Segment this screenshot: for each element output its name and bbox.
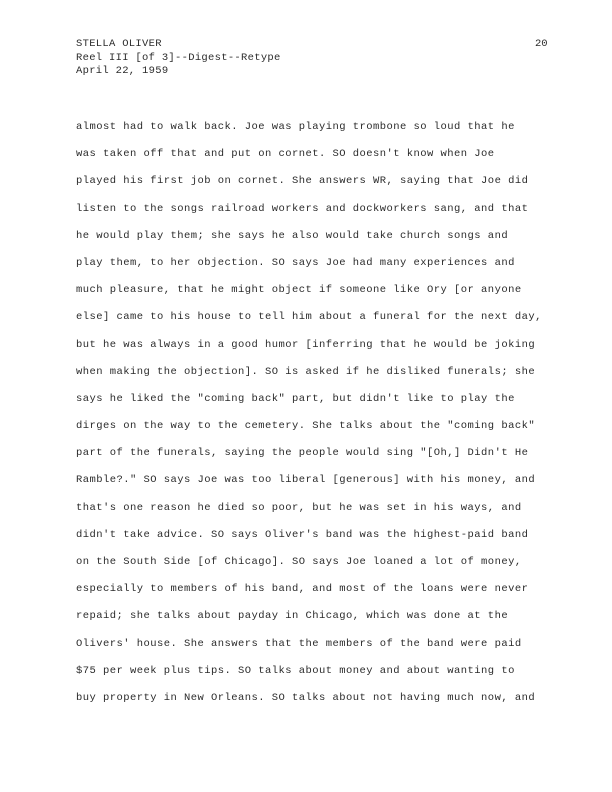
text-line: says he liked the "coming back" part, but didn't like to play the — [76, 392, 515, 405]
text-line: was taken off that and put on cornet. SO doesn't know when Joe — [76, 148, 495, 161]
text-line: but he was always in a good humor [inferring that he would be joking — [76, 338, 536, 351]
text-line: especially to members of his band, and most of the loans were never — [76, 583, 529, 596]
text-line: else] came to his house to tell him about a funeral for the next day, — [76, 311, 542, 324]
text-line: when making the objection]. SO is asked if he disliked funerals; she — [76, 365, 536, 378]
reel-info: Reel III [of 3]--Digest--Retype — [76, 51, 281, 64]
text-line: $75 per week plus tips. SO talks about money and about wanting to — [76, 664, 515, 677]
interviewee-name: STELLA OLIVER — [76, 38, 162, 50]
text-line: play them, to her objection. SO says Joe had many experiences and — [76, 256, 515, 269]
text-line: didn't take advice. SO says Oliver's band was the highest-paid band — [76, 528, 529, 541]
text-line: played his first job on cornet. She answers WR, saying that Joe did — [76, 175, 529, 188]
text-line: Ramble?." SO says Joe was too liberal [generous] with his money, and — [76, 474, 536, 487]
text-line: listen to the songs railroad workers and dockworkers sang, and that — [76, 202, 529, 215]
text-line: he would play them; she says he also would take church songs and — [76, 229, 509, 242]
interview-date: April 22, 1959 — [76, 65, 169, 77]
page-number: 20 — [535, 38, 548, 50]
document-header — [76, 38, 281, 79]
text-line: repaid; she talks about payday in Chicago, which was done at the — [76, 610, 509, 623]
text-line: almost had to walk back. Joe was playing trombone so loud that he — [76, 121, 515, 133]
text-line: buy property in New Orleans. SO talks about not having much now, and — [76, 691, 536, 704]
text-line: part of the funerals, saying the people would sing "[Oh,] Didn't He — [76, 447, 529, 460]
text-line: that's one reason he died so poor, but he was set in his ways, and — [76, 501, 522, 514]
text-line: Olivers' house. She answers that the members of the band were paid — [76, 637, 522, 650]
body-text — [76, 120, 576, 718]
text-line: dirges on the way to the cemetery. She talks about the "coming back" — [76, 420, 536, 433]
text-line: much pleasure, that he might object if someone like Ory [or anyone — [76, 284, 522, 297]
text-line: on the South Side [of Chicago]. SO says Joe loaned a lot of money, — [76, 556, 522, 568]
